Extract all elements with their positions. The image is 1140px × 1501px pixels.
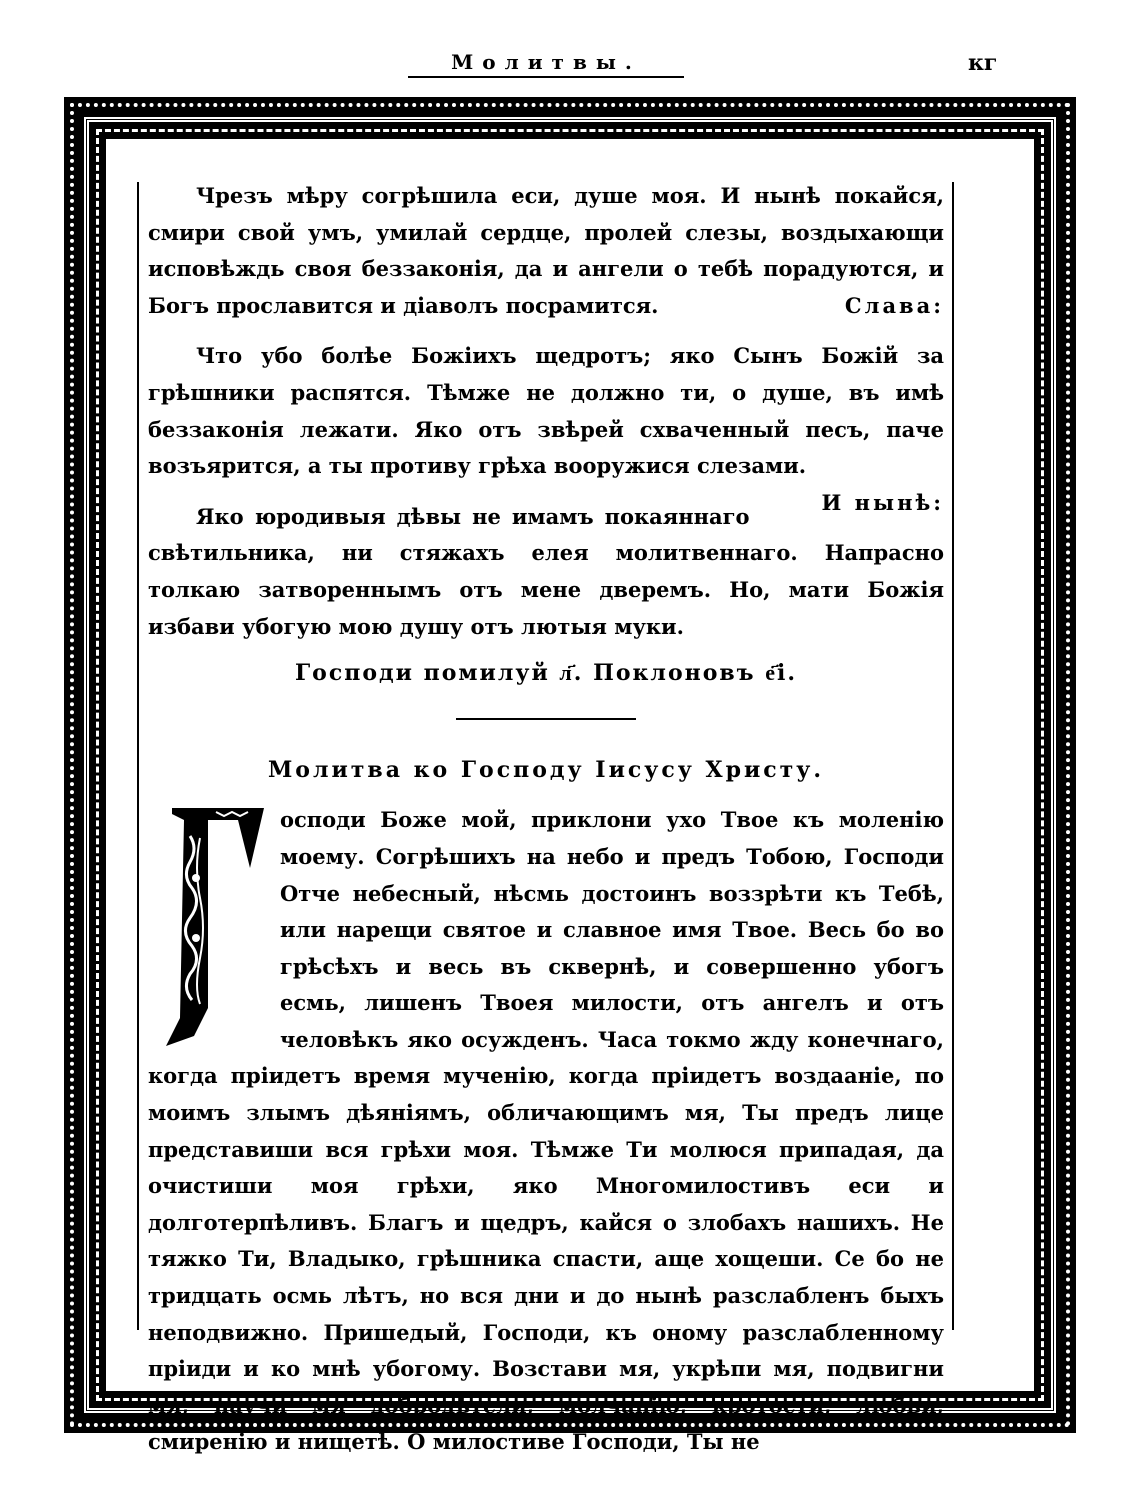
paragraph-text: Яко юродивыя дѣвы не имамъ покаяннаго свѣтильника, ни стяжахъ елея молитвеннаго. Напрасно толкаю затвореннымъ отъ мене дверемъ. Но, мати Божія избави убогую мою душу отъ лютыя муки. (148, 503, 944, 639)
paragraph-2 (148, 338, 944, 515)
section-separator (456, 718, 636, 720)
dropcap-letter-g (164, 808, 264, 1050)
paragraph-1 (148, 178, 944, 324)
page-number: кг (968, 50, 998, 76)
left-column-rule (137, 182, 139, 1330)
rubric-i-nyne: И нынѣ: (821, 489, 944, 515)
paragraph-text: Чрезъ мѣру согрѣшила еси, душе моя. И нынѣ покайся, смири свой умъ, умилай сердце, пролей слезы, воздыхающи исповѣждь своя беззаконія, да и ангели о тебѣ порадуются, и Богъ прославится и діаволъ посрамится. (148, 183, 944, 318)
prayer-title: Молитва ко Господу Іисусу Христу. (267, 756, 825, 783)
right-column-rule (952, 182, 954, 1330)
prayer-body (148, 802, 944, 1461)
prayer-body-text: осподи Боже мой, приклони ухо Твое къ моленію моему. Согрѣшихъ на небо и предъ Тобою, Господи Отче небесный, нѣсмь достоинъ воззрѣти къ Тебѣ, или нарещи святое и славное имя Твое. Весь бо во грѣсѣхъ и весь въ сквернѣ, и совершенно убогъ есмь, лишенъ Твоея милости, отъ ангелъ и отъ человѣкъ яко осужденъ. Часа токмо жду конечнаго, когда пріидетъ время мученію, когда пріидетъ воздааніе, по моимъ злымъ дѣяніямъ, обличающимъ мя, Ты предъ лице представиши вся грѣхи моя. Тѣмже Ти молюся припадая, да очистиши моя грѣхи, яко Многомилостивъ еси и долготерпѣливъ. Благъ и щедръ, кайся о злобахъ нашихъ. Не тяжко Ти, Владыко, грѣшника спасти, аще хощеши. Се бо не тридцать осмь лѣтъ, но вся дни и до нынѣ разслабленъ быхъ неподвижно. Пришедый, Господи, къ оному разслабленному пріиди и ко мнѣ убогому. Возстави мя, укрѣпи мя, подвигни мя, научи мя добродѣтели, молчанію, кротости, любви, смиренію и нищетѣ. О милостиве Господи, Ты не (148, 807, 944, 1455)
dropcap-ornament-icon (164, 808, 264, 1050)
rubric-slava: Слава: (844, 292, 944, 318)
paragraph-text: Что убо болѣе Божіихъ щедротъ; яко Сынъ Божій за грѣшники распятся. Тѣмже не должно ти, о душе, въ имѣ беззаконія лежати. Яко отъ звѣрей схваченный песъ, паче возъярится, а ты противу грѣха вооружися слезами. (148, 343, 944, 479)
running-header-title: Молитвы. (451, 50, 641, 74)
closing-rubric: Господи помилуй л҃. Поклоновъ е҃і. (294, 660, 797, 687)
header-rule (408, 76, 684, 78)
text-column (148, 178, 944, 1461)
